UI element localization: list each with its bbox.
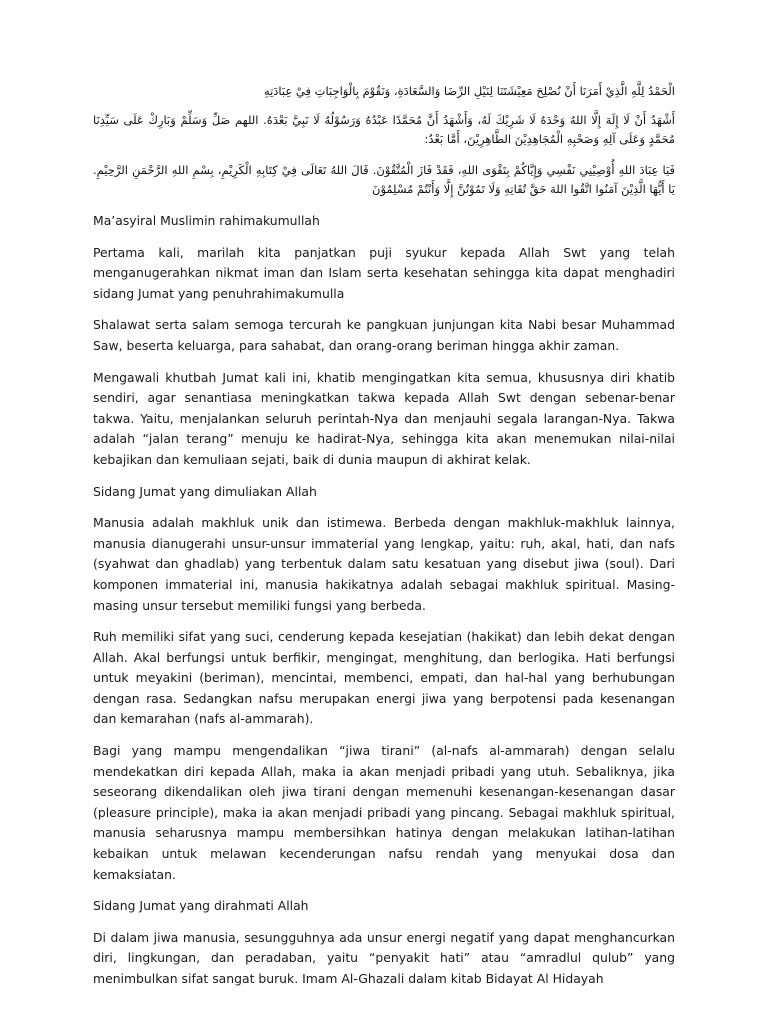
paragraph-syukur: Pertama kali, marilah kita panjatkan puji syukur kepada Allah Swt yang telah menganugerahkan nikmat iman dan Islam serta kesehatan sehingga kita dapat menghadiri sidang Jumat yang penuhrahimakumulla xyxy=(93,244,675,301)
arabic-opening-praise: الْحَمْدُ لِلَّهِ الَّذِيْ أَمَرَنَا أَنْ نُصْلِحَ مَعِيْشَتَنَا لِنَيْلِ الرِّضَا وَالسَّعَادَةِ، وَنَقُوْمَ بِالْوَاجِبَاتِ فِيْ عِبَادَتِهِ xyxy=(263,84,675,98)
paragraph-penyakit-hati: Di dalam jiwa manusia, sesungguhnya ada unsur energi negatif yang dapat menghancurkan diri, lingkungan, dan peradaban, yaitu “penyakit hati” atau “amradlul qulub” yang menimbulkan sifat sangat buruk. Imam Al-Ghazali dalam kitab Bidayat Al Hidayah xyxy=(93,929,675,986)
paragraph-ruh-akal-hati: Ruh memiliki sifat yang suci, cenderung kepada kesejatian (hakikat) dan lebih dekat dengan Allah. Akal berfungsi untuk berfikir, mengingat, menghitung, dan berlogika. Hati berfungsi untuk meyakini (beriman), mencintai, membenci, empati, dan hal-hal yang berhubungan dengan rasa. Sedangkan nafsu merupakan energi jiwa yang berpotensi pada kesenangan dan kemarahan (nafs al-ammarah). xyxy=(93,629,675,727)
section-heading-dimuliakan: Sidang Jumat yang dimuliakan Allah xyxy=(93,483,317,499)
paragraph-manusia-makhluk-unik: Manusia adalah makhluk unik dan istimewa. Berbeda dengan makhluk-makhluk lainnya, manusia dianugerahi unsur-unsur immaterial yang lengkap, yaitu: ruh, akal, hati, dan nafs (syahwat dan ghadlab) yang terbentuk dalam satu kesatuan yang disebut jiwa (soul). Dari komponen immaterial ini, manusia hakikatnya adalah sebagai makhluk spiritual. Masing-masing unsur tersebut memiliki fungsi yang berbeda. xyxy=(93,515,675,613)
arabic-wasiat-takwa: فَيَا عِبَادَ اللهِ أُوْصِيْنِي نَفْسِي وَإِيَّاكُمْ بِتَقْوَى اللهِ، فَقَدْ فَازَ الْمُتَّقُوْنَ. قَالَ اللهُ تَعَالَى فِيْ كِتَابِهِ الْكَرِيْمِ، بِسْمِ اللهِ الرَّحْمَنِ الرَّحِيْمِ. يَا أَيُّهَا الَّذِيْنَ آمَنُوا اتَّقُوا اللهَ حَقَّ تُقَاتِهِ وَلَا تَمُوْتُنَّ إِلَّا وَأَنْتُمْ مُسْلِمُوْنَ xyxy=(93,163,675,196)
paragraph-takwa: Mengawali khutbah Jumat kali ini, khatib mengingatkan kita semua, khususnya diri khatib sendiri, agar senantiasa meningkatkan takwa kepada Allah Swt dengan sebenar-benar takwa. Yaitu, menjalankan seluruh perintah-Nya dan menjauhi segala larangan-Nya. Takwa adalah “jalan terang” menuju ke hadirat-Nya, sehingga kita akan menemukan nilai-nilai kebajikan dan kemuliaan sejati, baik di dunia maupun di akhirat kelak. xyxy=(93,369,675,467)
paragraph-jiwa-tirani: Bagi yang mampu mengendalikan “jiwa tirani” (al-nafs al-ammarah) dengan selalu mendekatkan diri kepada Allah, maka ia akan menjadi pribadi yang utuh. Sebaliknya, jika seseorang dikendalikan oleh jiwa tirani dengan memenuhi kesenangan-kesenangan dasar (pleasure principle), maka ia akan menjadi pribadi yang pincang. Sebagai makhluk spiritual, manusia seharusnya mampu membersihkan hatinya dengan melakukan latihan-latihan kebaikan untuk melawan kecenderungan nafsu rendah yang menyukai dosa dan kemaksiatan. xyxy=(93,743,675,882)
document-page xyxy=(93,82,675,1001)
section-heading-dirahmati: Sidang Jumat yang dirahmati Allah xyxy=(93,898,309,914)
paragraph-shalawat: Shalawat serta salam semoga tercurah ke pangkuan junjungan kita Nabi besar Muhammad Saw, beserta keluarga, para sahabat, dan orang-orang beriman hingga akhir zaman. xyxy=(93,317,675,353)
arabic-syahadat-shalawat: أَشْهَدُ أَنْ لَا إِلَهَ إِلَّا اللهُ وَحْدَهُ لَا شَرِيْكَ لَهُ، وَأَشْهَدُ أَنَّ مُحَمَّدًا عَبْدُهُ وَرَسُوْلُهُ لَا نَبِيَّ بَعْدَهُ. اللهم صَلِّ وَسَلِّمْ وَبَارِكْ عَلَى سَيِّدِنَا مُحَمَّدٍ وَعَلَى آلِهِ وَصَحْبِهِ الْمُجَاهِدِيْنَ الطَّاهِرِيْنَ، أَمَّا بَعْدُ: xyxy=(93,113,675,146)
greeting-heading: Ma’asyiral Muslimin rahimakumullah xyxy=(93,213,320,228)
